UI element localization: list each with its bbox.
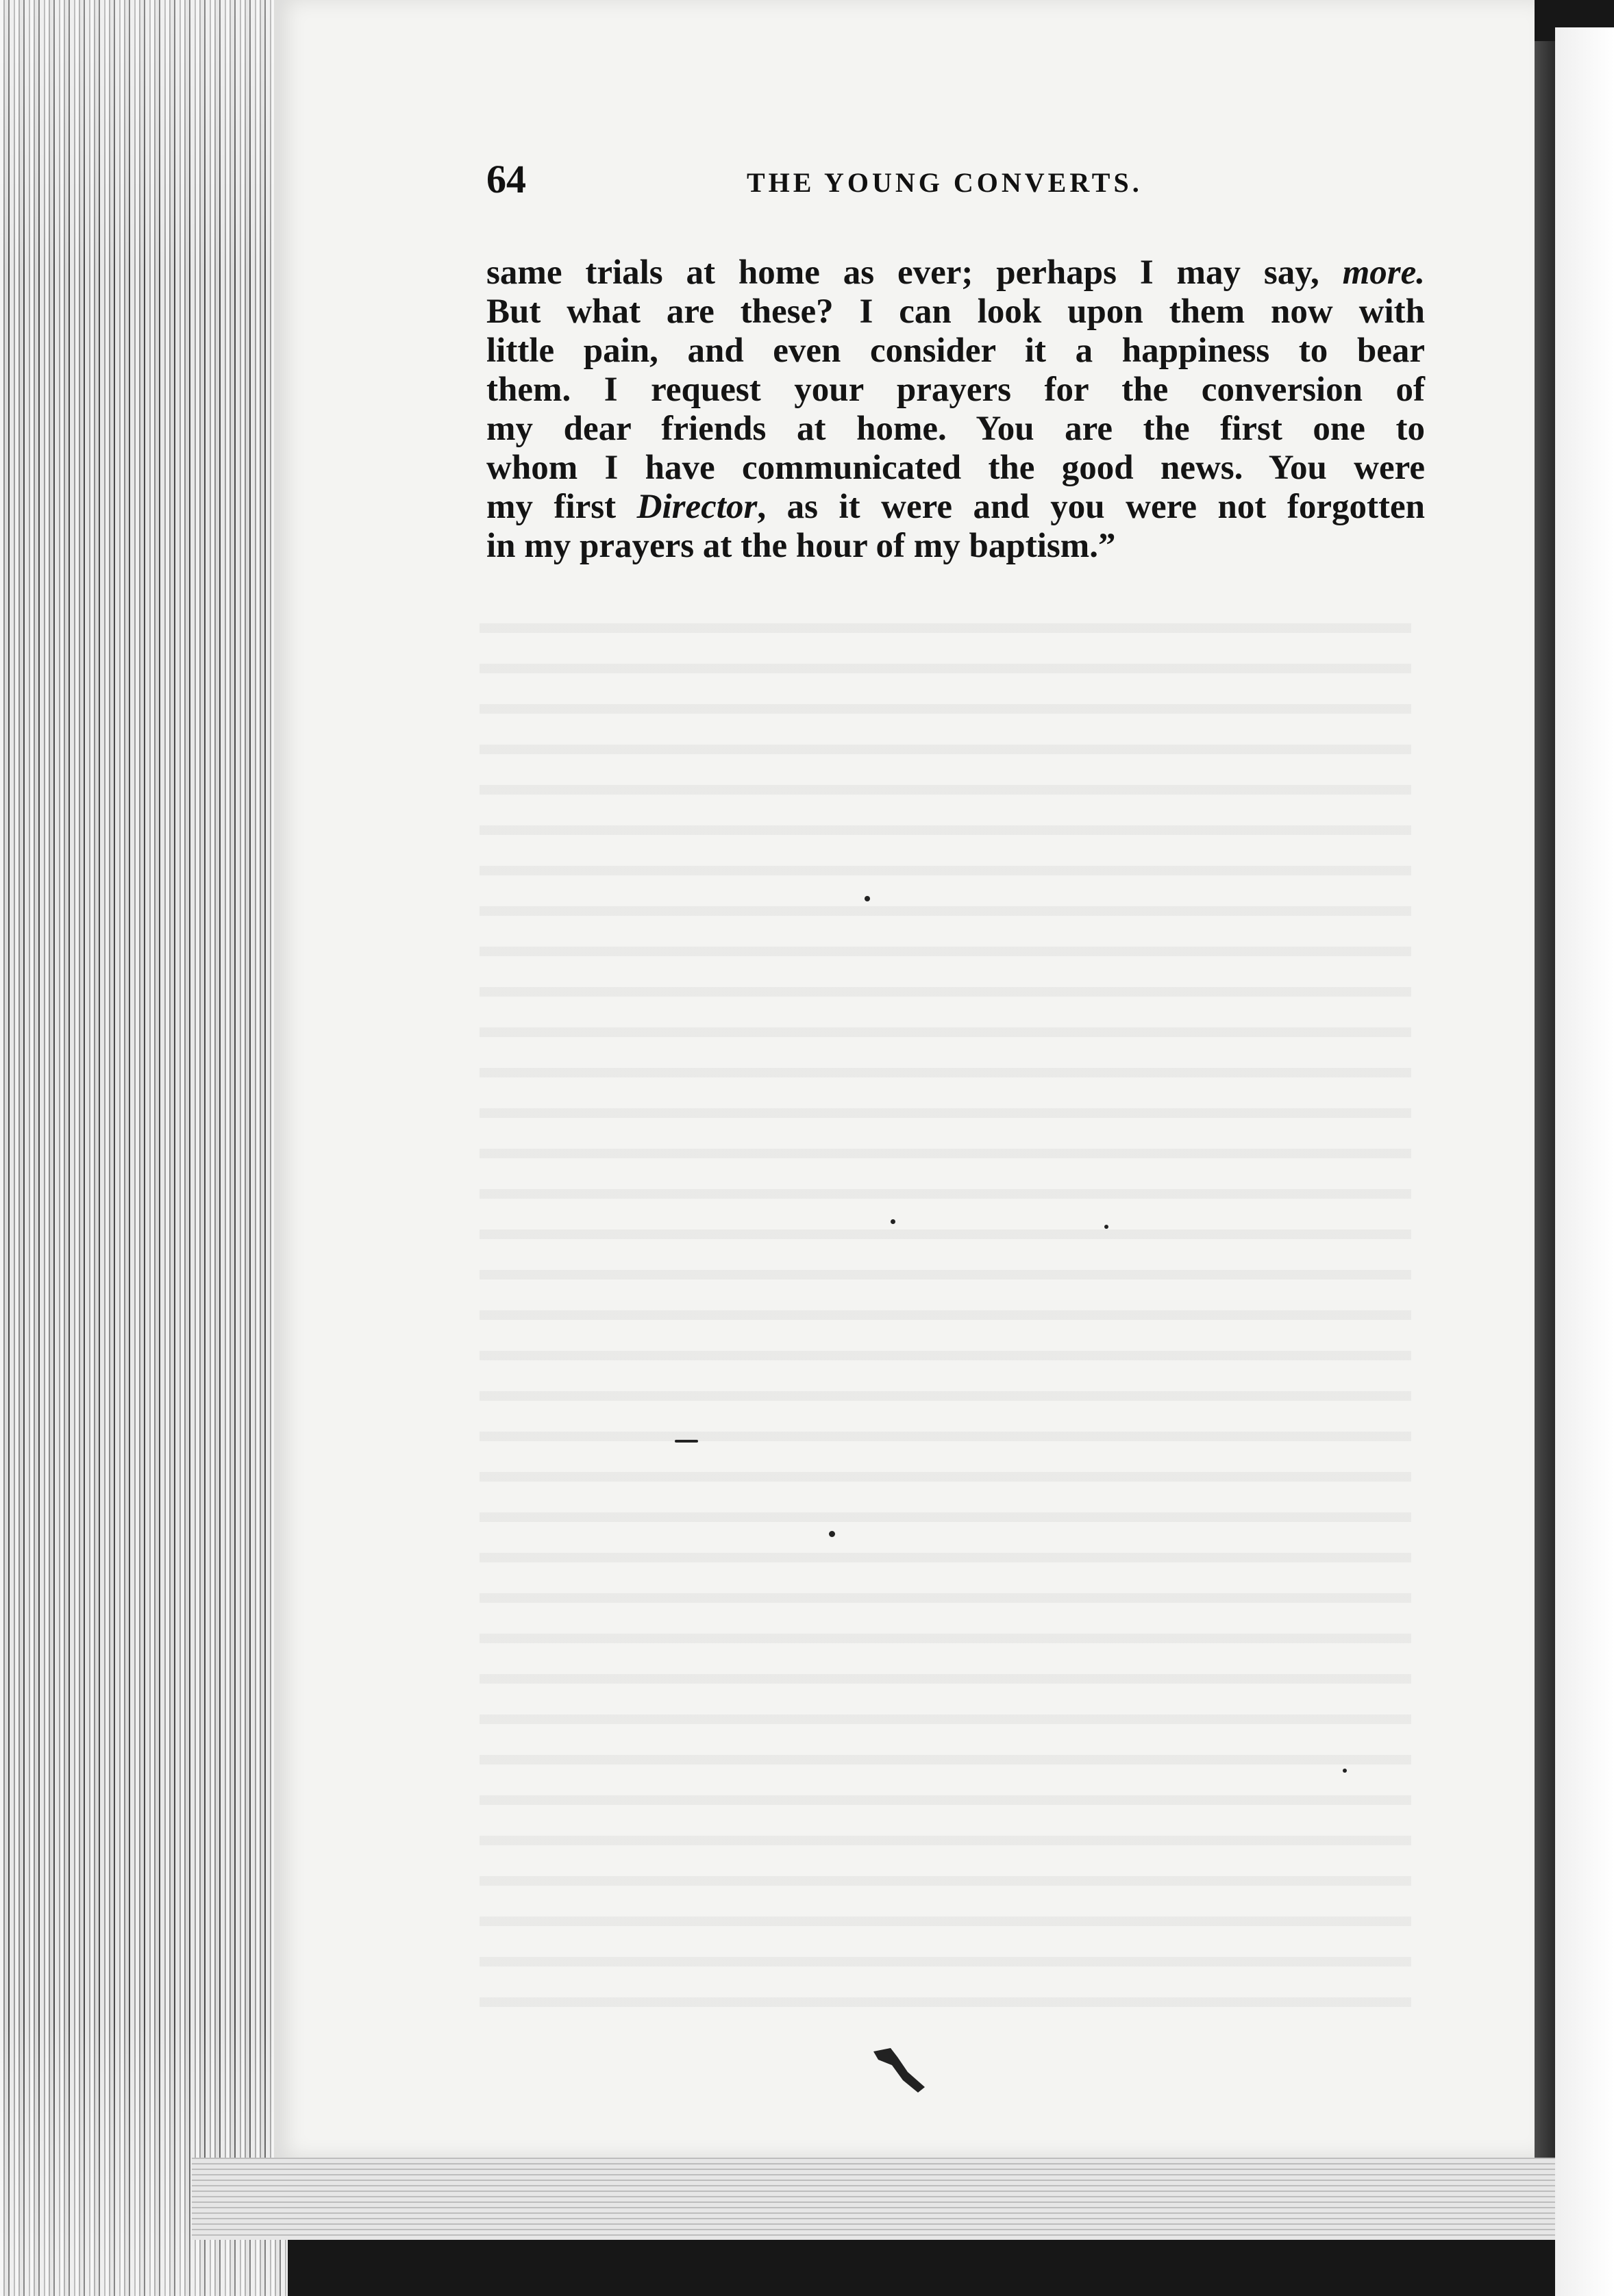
- body-paragraph: [486, 253, 1425, 566]
- page-number: 64: [486, 157, 526, 201]
- text-line: [486, 488, 1425, 527]
- adjacent-leaf: [1555, 27, 1614, 2296]
- page-edges-stack: [0, 0, 288, 2296]
- text-line: [486, 371, 1425, 410]
- text-run: little pain, and even consider it a happiness to bear: [486, 332, 1425, 370]
- bottom-page-edges: [192, 2158, 1555, 2240]
- italic-text: more.: [1342, 253, 1425, 292]
- text-line: [486, 527, 1425, 566]
- italic-text: Director: [636, 488, 758, 526]
- text-line: [486, 292, 1425, 332]
- running-head: THE YOUNG CONVERTS.: [747, 167, 1143, 198]
- text-line: [486, 253, 1425, 292]
- reverse-side-show-through: [480, 603, 1411, 2007]
- text-run: in my prayers at the hour of my baptism.”: [486, 527, 1116, 565]
- text-run: But what are these? I can look upon them now with: [486, 292, 1425, 331]
- text-run: my dear friends at home. You are the first one to: [486, 410, 1425, 448]
- text-run: my first: [486, 488, 637, 526]
- text-run: same trials at home as ever; perhaps I may say,: [486, 253, 1343, 292]
- ink-blot-mark: [870, 2045, 932, 2099]
- text-run: them. I request your prayers for the conversion of: [486, 371, 1425, 409]
- page-header: [486, 152, 1418, 207]
- text-line: [486, 449, 1425, 488]
- text-line: [486, 410, 1425, 449]
- text-line: [486, 332, 1425, 371]
- text-run: whom I have communicated the good news. You were: [486, 449, 1425, 487]
- text-run: , as it were and you were not forgotten: [757, 488, 1425, 526]
